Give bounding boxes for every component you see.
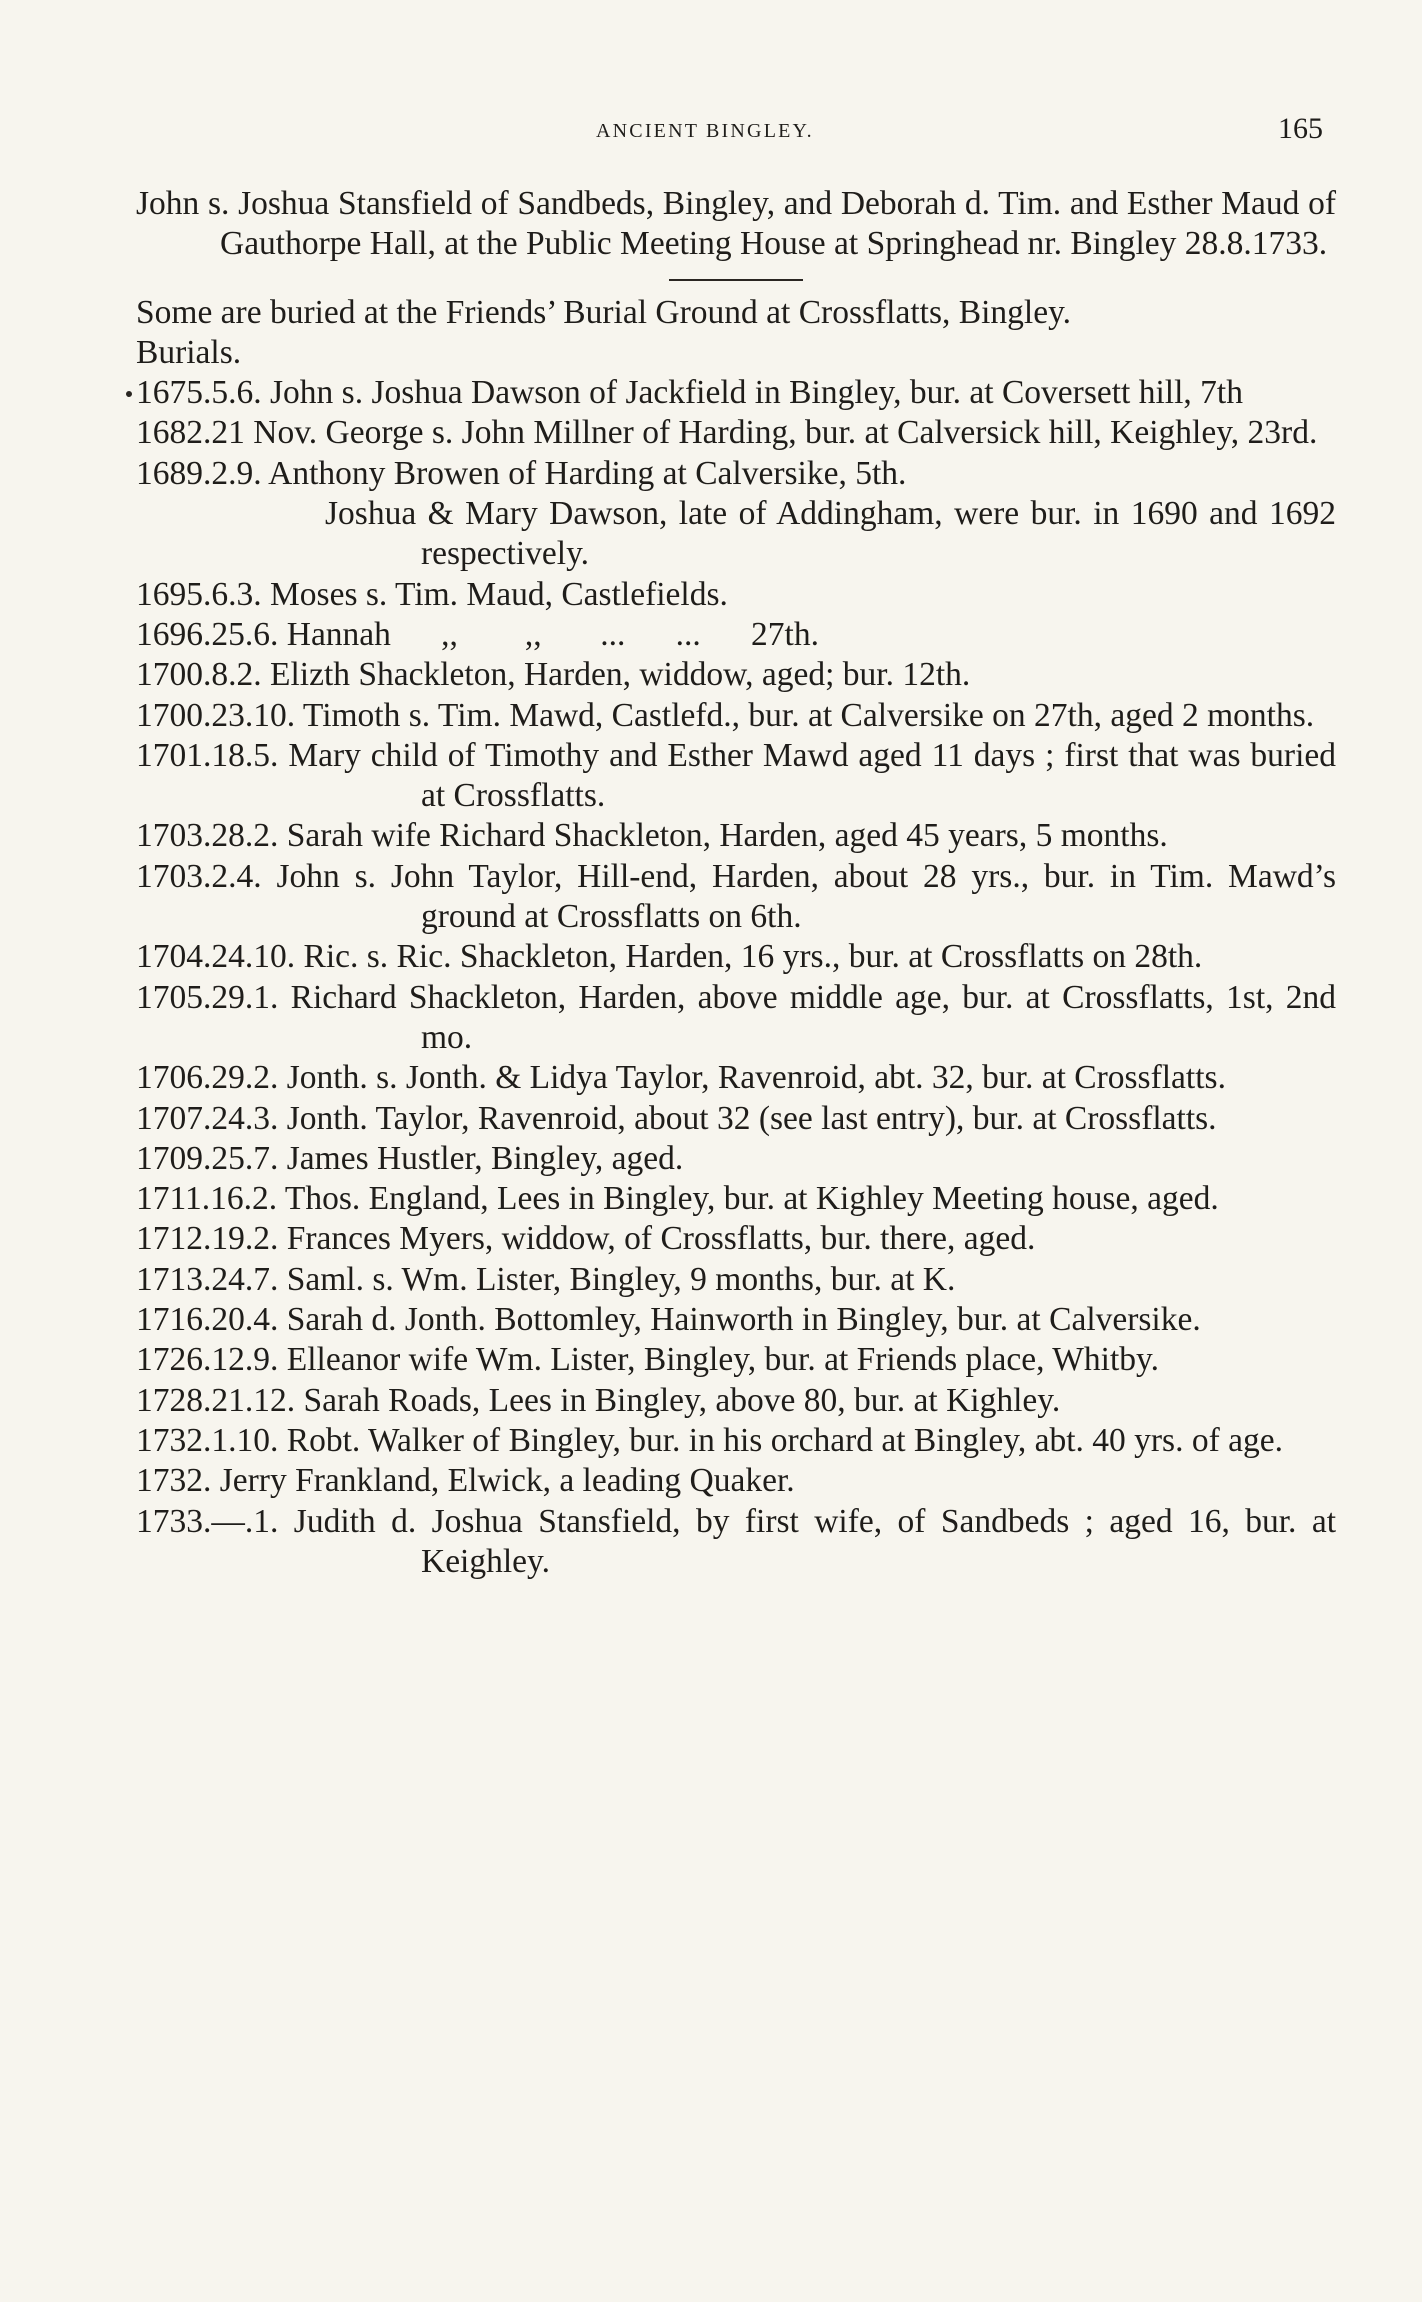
burial-date: 1711.16.2. bbox=[136, 1180, 278, 1218]
burial-text: Richard Shackleton, Harden, above middle age, bur. at Crossflatts, 1st, 2nd mo. bbox=[290, 978, 1336, 1056]
burial-entry bbox=[136, 736, 1336, 817]
burial-date: 1726.12.9. bbox=[136, 1341, 279, 1379]
burial-text: Timoth s. Tim. Mawd, Castlefd., bur. at Calversike on 27th, aged 2 months. bbox=[302, 696, 1315, 734]
burial-text: Mary child of Timothy and Esther Mawd aged 11 days ; first that was buried at Crossflatts. bbox=[288, 736, 1337, 815]
section-divider bbox=[669, 279, 803, 281]
burial-date: 1703.2.4. bbox=[136, 857, 262, 895]
burial-text: Robt. Walker of Bingley, bur. in his orchard at Bingley, abt. 40 yrs. of age. bbox=[286, 1421, 1283, 1459]
burial-date: 1703.28.2. bbox=[136, 817, 279, 855]
margin-mark bbox=[126, 391, 132, 397]
burial-entry bbox=[136, 413, 1336, 453]
burial-entry bbox=[136, 978, 1336, 1059]
burial-entry bbox=[136, 373, 1336, 413]
burial-entry bbox=[136, 816, 1336, 856]
burial-entry bbox=[136, 1381, 1336, 1421]
burial-text: Jerry Frankland, Elwick, a leading Quaker. bbox=[219, 1462, 795, 1500]
burial-entry bbox=[136, 494, 1336, 575]
burial-entry bbox=[136, 1219, 1336, 1259]
burial-date: 1713.24.7. bbox=[136, 1260, 279, 1298]
burial-text: Moses s. Tim. Maud, Castlefields. bbox=[270, 575, 728, 613]
burial-text: Saml. s. Wm. Lister, Bingley, 9 months, bur. at K. bbox=[286, 1260, 956, 1298]
burial-text: Anthony Browen of Harding at Calversike, 5th. bbox=[268, 454, 907, 492]
burial-date: 1695.6.3. bbox=[136, 575, 262, 613]
burial-text: Joshua & Mary Dawson, late of Addingham, were bur. in 1690 and 1692 respectively. bbox=[325, 495, 1336, 573]
burial-list bbox=[136, 373, 1336, 1582]
burial-text: Ric. s. Ric. Shackleton, Harden, 16 yrs., bur. at Crossflatts on 28th. bbox=[303, 938, 1203, 976]
burial-date: 1732. bbox=[136, 1462, 212, 1500]
burial-entry bbox=[136, 1421, 1336, 1461]
page-number: 165 bbox=[1278, 112, 1323, 145]
burial-entry bbox=[136, 655, 1336, 695]
burial-text: Sarah wife Richard Shackleton, Harden, aged 45 years, 5 months. bbox=[286, 817, 1168, 855]
page-body bbox=[136, 184, 1336, 1582]
burial-date: 1706.29.2. bbox=[136, 1059, 279, 1097]
burial-text: James Hustler, Bingley, aged. bbox=[286, 1139, 684, 1177]
burial-text: Thos. England, Lees in Bingley, bur. at Kighley Meeting house, aged. bbox=[284, 1180, 1219, 1218]
burial-text: Elizth Shackleton, Harden, widdow, aged; bur. 12th. bbox=[270, 656, 971, 694]
burials-heading: Burials. bbox=[136, 333, 242, 371]
burial-entry bbox=[136, 575, 1336, 615]
burial-date: 1705.29.1. bbox=[136, 978, 279, 1016]
burial-text: Jonth. Taylor, Ravenroid, about 32 (see last entry), bur. at Crossflatts. bbox=[286, 1099, 1217, 1137]
burial-entry bbox=[136, 1179, 1336, 1219]
burial-date: 1696.25.6. bbox=[136, 615, 279, 653]
burial-text: Elleanor wife Wm. Lister, Bingley, bur. at Friends place, Whitby. bbox=[286, 1341, 1159, 1379]
burial-entry bbox=[136, 615, 1336, 655]
burial-text: John s. John Taylor, Hill-end, Harden, about 28 yrs., bur. in Tim. Mawd’s ground at Crossflatts on 6th. bbox=[276, 857, 1337, 936]
burial-date: 1701.18.5. bbox=[136, 736, 279, 774]
burial-date: 1709.25.7. bbox=[136, 1139, 279, 1177]
burial-entry bbox=[136, 857, 1336, 938]
burial-text: Frances Myers, widdow, of Crossflatts, bur. there, aged. bbox=[286, 1220, 1036, 1258]
burial-text: Hannah ,, ,, ... ... 27th. bbox=[286, 615, 819, 653]
burial-date: 1728.21.12. bbox=[136, 1381, 296, 1419]
burial-text: John s. Joshua Dawson of Jackfield in Bingley, bur. at Coversett hill, 7th bbox=[270, 374, 1243, 412]
running-title: ANCIENT BINGLEY. bbox=[596, 120, 814, 142]
burial-text: Sarah Roads, Lees in Bingley, above 80, bur. at Kighley. bbox=[303, 1381, 1061, 1419]
burial-entry bbox=[136, 454, 1336, 494]
burial-entry bbox=[136, 937, 1336, 977]
burial-entry bbox=[136, 1300, 1336, 1340]
burial-entry bbox=[136, 1099, 1336, 1139]
intro-paragraph: Some are buried at the Friends’ Burial Ground at Crossflatts, Bingley. bbox=[136, 293, 1072, 331]
running-head bbox=[0, 112, 1422, 152]
burial-date: 1682.21 Nov. bbox=[136, 414, 318, 452]
burial-date: 1700.23.10. bbox=[136, 696, 296, 734]
burial-entry bbox=[136, 1461, 1336, 1501]
burial-text: George s. John Millner of Harding, bur. at Calversick hill, Keighley, 23rd. bbox=[325, 414, 1318, 452]
burial-date: 1712.19.2. bbox=[136, 1220, 279, 1258]
marriage-entry: John s. Joshua Stansfield of Sandbeds, Bingley, and Deborah d. Tim. and Esther Maud of Gauthorpe Hall, at the Public Meeting House at Springhead nr. Bingley 28.8.1733. bbox=[136, 185, 1336, 263]
burial-date: 1689.2.9. bbox=[136, 454, 262, 492]
burial-entry bbox=[136, 1058, 1336, 1098]
burial-date: 1707.24.3. bbox=[136, 1099, 279, 1137]
burial-date: 1733.—.1. bbox=[136, 1502, 279, 1540]
burial-text: Sarah d. Jonth. Bottomley, Hainworth in Bingley, bur. at Calversike. bbox=[286, 1301, 1201, 1339]
burial-date: 1732.1.10. bbox=[136, 1421, 279, 1459]
burial-entry bbox=[136, 696, 1336, 736]
burial-date: 1675.5.6. bbox=[136, 374, 262, 412]
burial-text: Jonth. s. Jonth. & Lidya Taylor, Ravenroid, abt. 32, bur. at Crossflatts. bbox=[286, 1059, 1226, 1097]
burial-entry bbox=[136, 1502, 1336, 1583]
burial-entry bbox=[136, 1139, 1336, 1179]
burial-text: Judith d. Joshua Stansfield, by first wife, of Sandbeds ; aged 16, bur. at Keighley. bbox=[293, 1502, 1337, 1580]
burial-entry bbox=[136, 1260, 1336, 1300]
burial-entry bbox=[136, 1340, 1336, 1380]
burial-date: 1704.24.10. bbox=[136, 938, 296, 976]
burial-date: 1700.8.2. bbox=[136, 656, 262, 694]
burial-date: 1716.20.4. bbox=[136, 1301, 279, 1339]
